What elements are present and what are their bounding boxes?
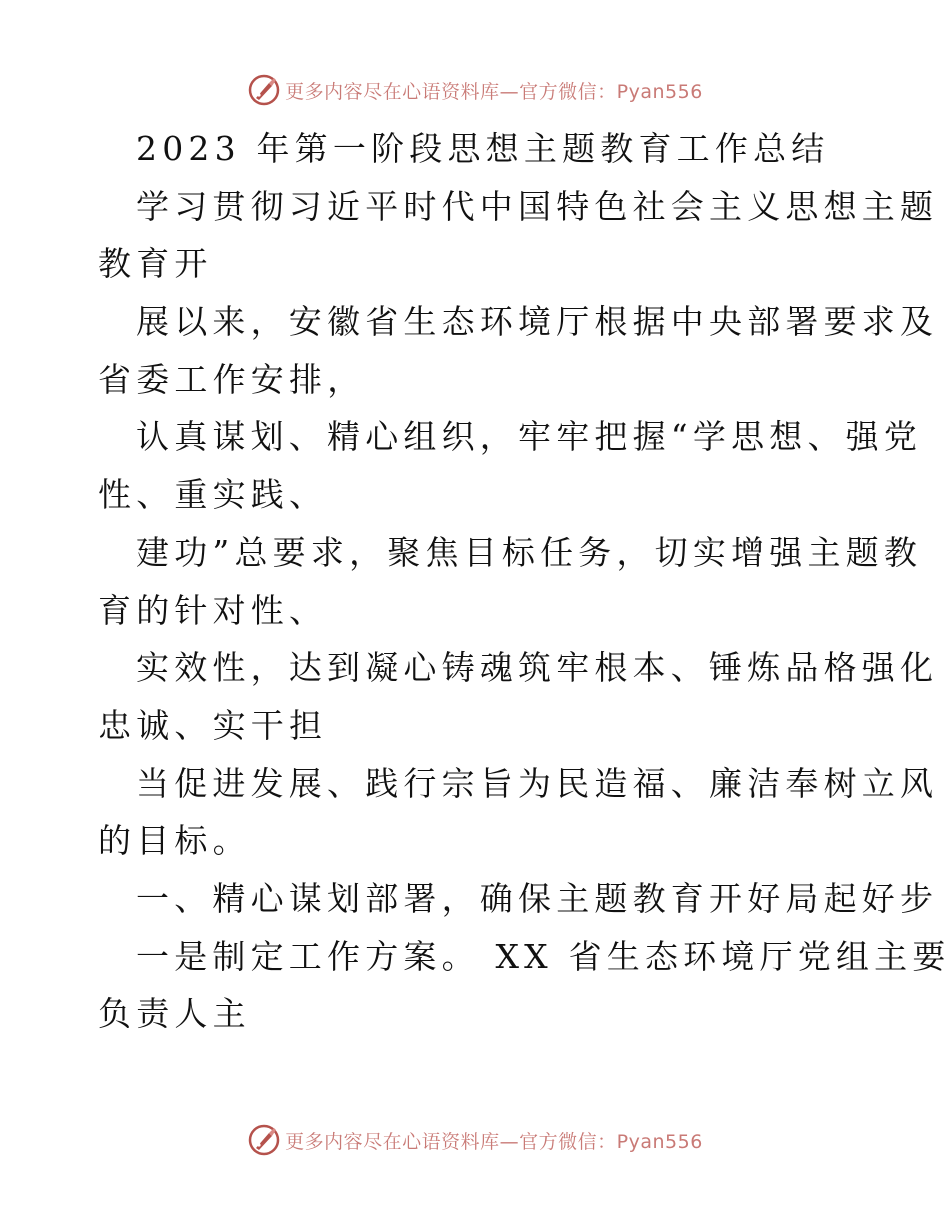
paragraph-line: 省委工作安排， xyxy=(98,359,366,399)
watermark-text: 更多内容尽在心语资料库—官方微信：Pyan556 xyxy=(285,80,703,103)
header-watermark xyxy=(0,70,950,110)
paragraph-line: 的目标。 xyxy=(98,821,251,861)
paragraph-line: 育的针对性、 xyxy=(98,590,328,630)
paragraph-line: 展以来，安徽省生态环境厅根据中央部署要求及 xyxy=(136,302,939,342)
footer-watermark xyxy=(0,1120,950,1160)
paragraph-line: 性、重实践、 xyxy=(98,475,328,515)
paragraph-line: 实效性，达到凝心铸魂筑牢根本、锤炼品格强化 xyxy=(136,648,939,688)
paragraph-line: 负责人主 xyxy=(98,994,251,1034)
document-body xyxy=(98,120,951,1043)
paragraph-line: 忠诚、实干担 xyxy=(98,705,328,745)
fountain-pen-logo-icon xyxy=(247,73,281,107)
paragraph-line: 建功”总要求，聚焦目标任务，切实增强主题教 xyxy=(136,532,923,572)
watermark-text: 更多内容尽在心语资料库—官方微信：Pyan556 xyxy=(285,1130,703,1153)
paragraph-line: 认真谋划、精心组织，牢牢把握“学思想、强党 xyxy=(136,417,923,457)
paragraph-line: 当促进发展、践行宗旨为民造福、廉洁奉树立风 xyxy=(136,763,939,803)
section-heading: 一、精心谋划部署，确保主题教育开好局起好步 xyxy=(136,878,939,918)
paragraph-line: 学习贯彻习近平时代中国特色社会主义思想主题 xyxy=(136,186,939,226)
fountain-pen-logo-icon xyxy=(247,1123,281,1157)
paragraph-line: 教育开 xyxy=(98,244,213,284)
paragraph-line: 一是制定工作方案。 XX 省生态环境厅党组主要 xyxy=(136,936,951,976)
document-title: 2023 年第一阶段思想主题教育工作总结 xyxy=(136,129,830,168)
